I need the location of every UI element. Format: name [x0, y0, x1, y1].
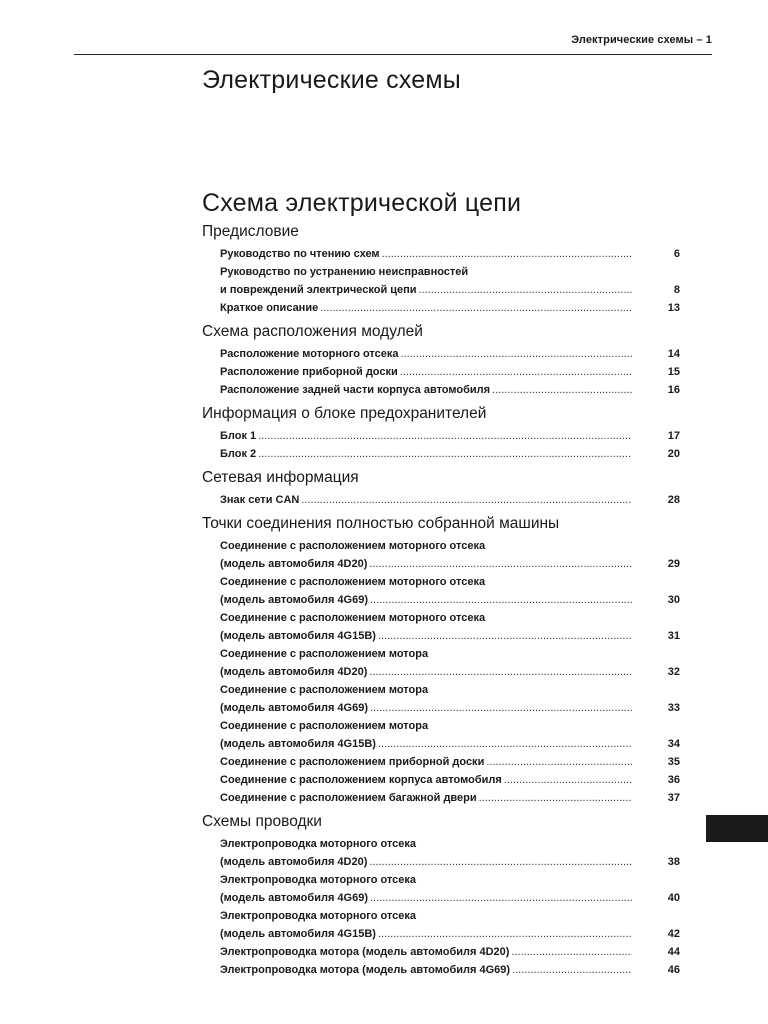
toc-entry[interactable] — [220, 645, 680, 681]
toc-entry-line — [220, 381, 680, 399]
toc-page-number: 42 — [667, 928, 680, 940]
toc-entry[interactable] — [220, 573, 680, 609]
toc-entry[interactable] — [220, 427, 680, 445]
toc-entry-line — [220, 245, 680, 263]
dot-leader — [370, 699, 632, 717]
table-of-contents — [202, 222, 678, 984]
toc-entry-list — [202, 491, 678, 509]
toc-entry[interactable] — [220, 961, 680, 979]
dot-leader — [369, 663, 632, 681]
toc-entry[interactable] — [220, 491, 680, 509]
dot-leader — [258, 445, 632, 463]
toc-entry[interactable] — [220, 681, 680, 717]
toc-entry-text: и повреждений электрической цепи — [220, 284, 417, 296]
dot-leader — [401, 345, 632, 363]
dot-leader — [370, 889, 632, 907]
toc-entry[interactable] — [220, 263, 680, 299]
toc-entry[interactable] — [220, 345, 680, 363]
toc-entry-line — [220, 299, 680, 317]
toc-entry[interactable] — [220, 381, 680, 399]
toc-page-number: 28 — [667, 494, 680, 506]
toc-entry-list — [202, 835, 678, 979]
dot-leader — [512, 961, 632, 979]
toc-entry-first-line: Соединение с расположением моторного отсека — [220, 612, 486, 624]
toc-entry[interactable] — [220, 835, 680, 871]
toc-entry-text: (модель автомобиля 4D20) — [220, 856, 368, 868]
toc-entry-line — [220, 363, 680, 381]
toc-entry[interactable] — [220, 753, 680, 771]
toc-entry-first-line: Руководство по устранению неисправностей — [220, 266, 469, 278]
toc-group-title: Схема расположения модулей — [202, 323, 423, 340]
toc-entry-text: (модель автомобиля 4G15B) — [220, 630, 376, 642]
toc-entry-line — [220, 771, 680, 789]
chapter-tab-marker — [706, 815, 768, 842]
toc-entry-text: (модель автомобиля 4G69) — [220, 892, 368, 904]
toc-entry-line — [220, 753, 680, 771]
toc-page-number: 29 — [667, 558, 680, 570]
dot-leader — [370, 591, 632, 609]
toc-entry-text: (модель автомобиля 4D20) — [220, 558, 368, 570]
toc-page-number: 38 — [667, 856, 680, 868]
toc-group — [202, 322, 678, 399]
dot-leader — [378, 735, 632, 753]
toc-page-number: 13 — [667, 302, 680, 314]
toc-page-number: 37 — [667, 792, 680, 804]
toc-entry[interactable] — [220, 363, 680, 381]
toc-page-number: 44 — [667, 946, 680, 958]
toc-entry-first-line: Электропроводка моторного отсека — [220, 838, 417, 850]
toc-entry[interactable] — [220, 609, 680, 645]
toc-group — [202, 222, 678, 317]
toc-entry-line — [220, 699, 680, 717]
toc-page-number: 8 — [673, 284, 680, 296]
toc-entry-line — [220, 853, 680, 871]
dot-leader — [301, 491, 632, 509]
toc-entry-text: Знак сети CAN — [220, 494, 300, 506]
dot-leader — [479, 789, 632, 807]
toc-entry[interactable] — [220, 537, 680, 573]
toc-group-title: Схемы проводки — [202, 813, 322, 830]
toc-entry-first-line: Соединение с расположением мотора — [220, 720, 429, 732]
dot-leader — [511, 943, 632, 961]
toc-entry-text: (модель автомобиля 4G15B) — [220, 738, 376, 750]
toc-entry[interactable] — [220, 717, 680, 753]
toc-group-title: Точки соединения полностью собранной машины — [202, 515, 560, 532]
toc-entry-line — [220, 491, 680, 509]
toc-page-number: 20 — [667, 448, 680, 460]
toc-entry-line — [220, 427, 680, 445]
toc-page-number: 16 — [667, 384, 680, 396]
toc-group — [202, 812, 678, 979]
toc-page-number: 46 — [667, 964, 680, 976]
toc-group — [202, 514, 678, 807]
toc-entry-first-line: Электропроводка моторного отсека — [220, 874, 417, 886]
toc-entry-text: Расположение моторного отсека — [220, 348, 399, 360]
toc-entry-list — [202, 245, 678, 317]
toc-group — [202, 404, 678, 463]
dot-leader — [320, 299, 632, 317]
toc-entry-line — [220, 591, 680, 609]
toc-entry-text: Электропроводка мотора (модель автомобиля 4G69) — [220, 964, 511, 976]
toc-page-number: 35 — [667, 756, 680, 768]
toc-entry-first-line: Соединение с расположением моторного отсека — [220, 540, 486, 552]
dot-leader — [486, 753, 632, 771]
toc-entry-text: Блок 2 — [220, 448, 257, 460]
toc-group-title: Информация о блоке предохранителей — [202, 405, 487, 422]
toc-entry-text: (модель автомобиля 4G69) — [220, 594, 368, 606]
section-title: Схема электрической цепи — [202, 189, 522, 217]
toc-entry-line — [220, 943, 680, 961]
toc-page-number: 36 — [667, 774, 680, 786]
toc-entry-line — [220, 789, 680, 807]
toc-entry[interactable] — [220, 445, 680, 463]
toc-page-number: 14 — [667, 348, 680, 360]
document-title: Электрические схемы — [202, 66, 461, 94]
toc-page-number: 33 — [667, 702, 680, 714]
toc-entry-text: Соединение с расположением корпуса автомобиля — [220, 774, 502, 786]
toc-entry-text: Соединение с расположением багажной двери — [220, 792, 477, 804]
toc-entry[interactable] — [220, 771, 680, 789]
toc-group-title: Предисловие — [202, 223, 299, 240]
toc-entry-text: Расположение приборной доски — [220, 366, 398, 378]
toc-page-number: 34 — [667, 738, 680, 750]
toc-entry-line — [220, 663, 680, 681]
toc-entry-list — [202, 427, 678, 463]
toc-entry-first-line: Соединение с расположением мотора — [220, 684, 429, 696]
dot-leader — [378, 925, 632, 943]
toc-entry[interactable] — [220, 871, 680, 907]
toc-entry-line — [220, 345, 680, 363]
toc-page-number: 17 — [667, 430, 680, 442]
toc-entry-text: Соединение с расположением приборной доски — [220, 756, 485, 768]
dot-leader — [400, 363, 632, 381]
toc-entry-first-line: Соединение с расположением моторного отсека — [220, 576, 486, 588]
toc-entry-text: (модель автомобиля 4G15B) — [220, 928, 376, 940]
dot-leader — [504, 771, 632, 789]
toc-entry-text: Руководство по чтению схем — [220, 248, 380, 260]
toc-entry-line — [220, 961, 680, 979]
dot-leader — [419, 281, 632, 299]
toc-entry-line — [220, 445, 680, 463]
toc-entry-list — [202, 537, 678, 807]
toc-entry[interactable] — [220, 907, 680, 943]
toc-entry-text: (модель автомобиля 4D20) — [220, 666, 368, 678]
toc-entry[interactable] — [220, 299, 680, 317]
toc-entry[interactable] — [220, 245, 680, 263]
toc-entry-text: Блок 1 — [220, 430, 257, 442]
dot-leader — [382, 245, 632, 263]
dot-leader — [492, 381, 632, 399]
header-rule — [74, 54, 712, 55]
dot-leader — [258, 427, 632, 445]
toc-entry-line — [220, 281, 680, 299]
dot-leader — [369, 555, 632, 573]
dot-leader — [378, 627, 632, 645]
toc-group — [202, 468, 678, 509]
toc-page-number: 30 — [667, 594, 680, 606]
toc-entry-text: Краткое описание — [220, 302, 319, 314]
toc-group-title: Сетевая информация — [202, 469, 359, 486]
dot-leader — [369, 853, 632, 871]
toc-entry-text: Электропроводка мотора (модель автомобиля 4D20) — [220, 946, 510, 958]
toc-entry-list — [202, 345, 678, 399]
toc-entry-line — [220, 555, 680, 573]
toc-entry[interactable] — [220, 789, 680, 807]
running-head: Электрические схемы – 1 — [571, 34, 712, 46]
toc-page-number: 31 — [667, 630, 680, 642]
toc-page-number: 15 — [667, 366, 680, 378]
toc-page-number: 32 — [667, 666, 680, 678]
toc-entry[interactable] — [220, 943, 680, 961]
toc-page-number: 40 — [667, 892, 680, 904]
toc-entry-text: Расположение задней части корпуса автомобиля — [220, 384, 491, 396]
toc-entry-line — [220, 889, 680, 907]
toc-entry-line — [220, 925, 680, 943]
toc-entry-first-line: Электропроводка моторного отсека — [220, 910, 417, 922]
toc-entry-text: (модель автомобиля 4G69) — [220, 702, 368, 714]
toc-page-number: 6 — [673, 248, 680, 260]
toc-entry-first-line: Соединение с расположением мотора — [220, 648, 429, 660]
toc-entry-line — [220, 627, 680, 645]
toc-entry-line — [220, 735, 680, 753]
